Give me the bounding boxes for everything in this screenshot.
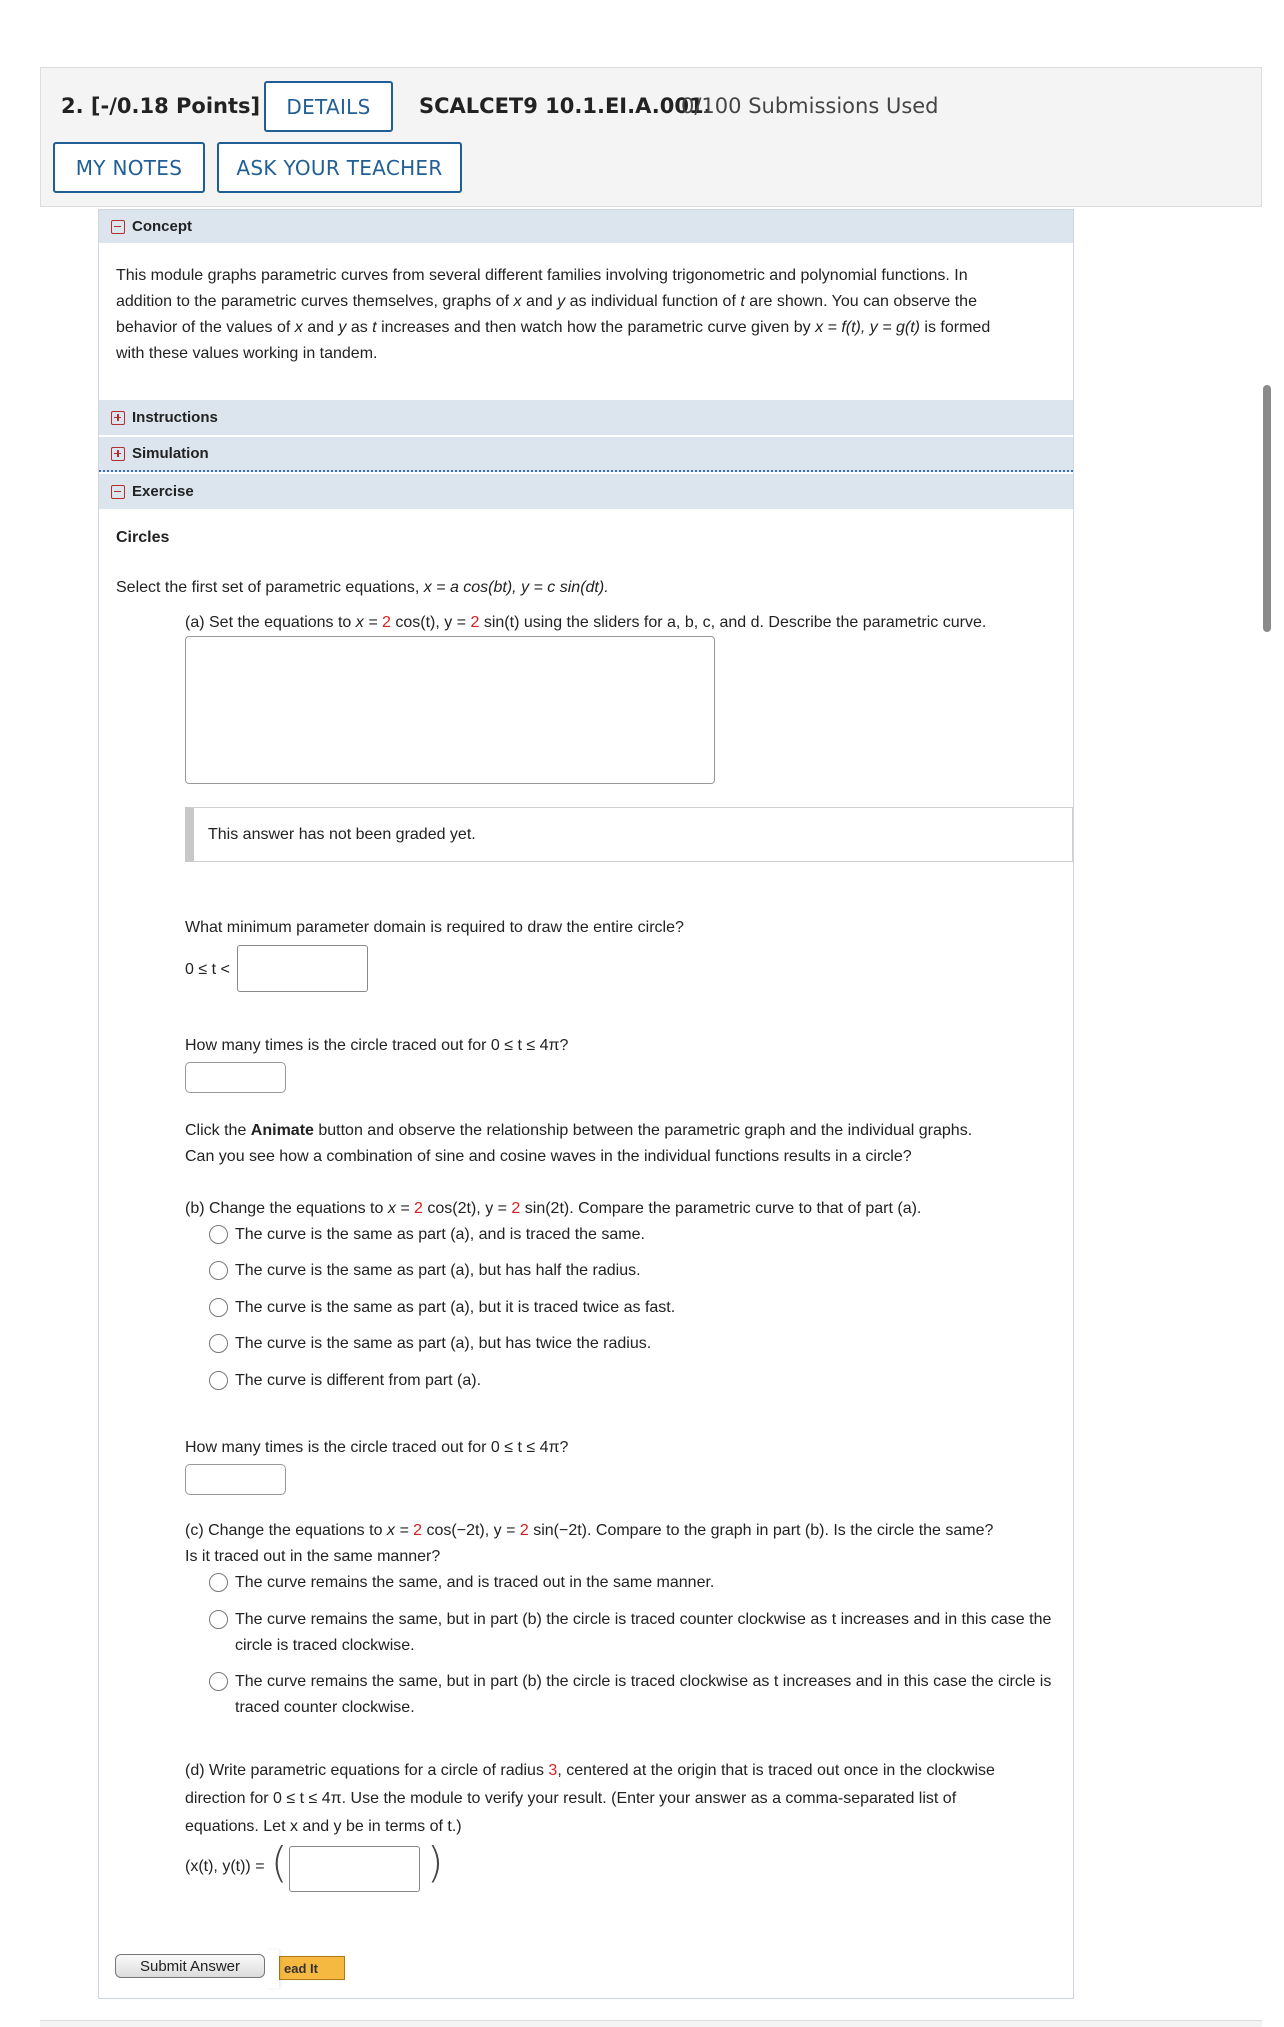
part-b-option-3[interactable]: The curve is the same as part (a), but it is traced twice as fast. — [209, 1295, 675, 1321]
section-concept[interactable] — [99, 210, 1073, 243]
radio-button[interactable] — [209, 1334, 228, 1353]
part-b-option-4[interactable]: The curve is the same as part (a), but has twice the radius. — [209, 1331, 651, 1357]
ask-teacher-button[interactable]: ASK YOUR TEACHER — [217, 142, 462, 193]
section-concept-label: Concept — [132, 218, 192, 235]
section-simulation-label: Simulation — [132, 445, 209, 462]
part-a-text: (a) Set the equations to x = 2 cos(t), y = 2 sin(t) using the sliders for a, b, c, and d. Describe the parametric curve. — [185, 614, 987, 631]
concept-text — [116, 263, 1066, 367]
part-d-answer-prefix: (x(t), y(t)) = — [185, 1858, 265, 1875]
section-exercise[interactable] — [99, 474, 1073, 509]
collapse-icon[interactable] — [111, 220, 125, 234]
radio-button[interactable] — [209, 1672, 228, 1691]
expand-icon[interactable] — [111, 411, 125, 425]
part-b-option-1[interactable]: The curve is the same as part (a), and is traced the same. — [209, 1222, 645, 1248]
concept-line-1: This module graphs parametric curves from several different families involving trigonometric and polynomial functions. In — [116, 267, 968, 284]
traced-input-2[interactable] — [185, 1464, 286, 1495]
traced-question-1: How many times is the circle traced out for 0 ≤ t ≤ 4π? — [185, 1037, 569, 1054]
next-question-edge — [40, 2020, 1262, 2027]
radio-button[interactable] — [209, 1371, 228, 1390]
question-number: 2. — [61, 94, 84, 118]
radio-button[interactable] — [209, 1610, 228, 1629]
graded-status-text: This answer has not been graded yet. — [208, 825, 476, 843]
question-header — [40, 67, 1262, 207]
question-code: SCALCET9 10.1.EI.A.001. — [419, 94, 712, 118]
part-c-option-1[interactable]: The curve remains the same, and is traced out in the same manner. — [209, 1570, 1059, 1596]
points-label: [-/0.18 Points] — [90, 94, 261, 118]
radio-button[interactable] — [209, 1261, 228, 1280]
part-c-option-2[interactable]: The curve remains the same, but in part (b) the circle is traced counter clockwise as t increases and in this case the circle is traced clockwise. — [209, 1607, 1059, 1659]
part-c-option-3[interactable]: The curve remains the same, but in part (b) the circle is traced clockwise as t increases and in this case the circle is traced counter clockwise. — [209, 1669, 1059, 1721]
section-instructions-label: Instructions — [132, 409, 218, 426]
domain-input[interactable] — [237, 945, 368, 992]
concept-line-4: with these values working in tandem. — [116, 345, 378, 362]
expand-icon[interactable] — [111, 447, 125, 461]
part-b-option-5[interactable]: The curve is different from part (a). — [209, 1368, 481, 1394]
close-paren: ) — [427, 1838, 444, 1887]
part-d-text: (d) Write parametric equations for a circle of radius 3, centered at the origin that is traced out once in the clockwise direction for 0 ≤ t ≤ 4π. Use the module to verify your result. (Enter your answer as a comma-separated list of equations. Let x and y be in terms of t.) — [185, 1762, 995, 1835]
traced-question-2: How many times is the circle traced out for 0 ≤ t ≤ 4π? — [185, 1439, 569, 1456]
submit-answer-button[interactable]: Submit Answer — [115, 1954, 265, 1978]
section-exercise-label: Exercise — [132, 483, 194, 500]
module-panel — [98, 209, 1074, 1999]
submissions-used: 0/100 Submissions Used — [681, 94, 939, 118]
select-equations-text: Select the first set of parametric equations, x = a cos(bt), y = c sin(dt). — [116, 579, 609, 596]
overlay-divider — [265, 1950, 279, 1988]
my-notes-button[interactable]: MY NOTES — [53, 142, 205, 193]
radio-button[interactable] — [209, 1573, 228, 1592]
part-c-text: (c) Change the equations to x = 2 cos(−2t), y = 2 sin(−2t). Compare to the graph in part (b). Is the circle the same? Is it traced out in the same manner? — [185, 1522, 994, 1565]
open-paren: ( — [271, 1838, 288, 1887]
animate-text: Click the Animate button and observe the relationship between the parametric graph and the individual graphs. Can you see how a combination of sine and cosine waves in the individual functions results in a circle? — [185, 1122, 973, 1165]
min-domain-question: What minimum parameter domain is required to draw the entire circle? — [185, 919, 684, 936]
details-button[interactable]: DETAILS — [264, 81, 393, 132]
scrollbar[interactable] — [1263, 385, 1271, 632]
radio-button[interactable] — [209, 1225, 228, 1244]
part-b-option-2[interactable]: The curve is the same as part (a), but has half the radius. — [209, 1258, 641, 1284]
part-a-answer-textarea[interactable] — [185, 636, 715, 784]
concept-line-3: behavior of the values of x and y as t increases and then watch how the parametric curve given by x = f(t), y = g(t) is formed — [116, 319, 991, 336]
exercise-heading: Circles — [116, 529, 170, 546]
part-d-answer-input[interactable] — [289, 1846, 420, 1892]
section-instructions[interactable] — [99, 400, 1073, 435]
concept-line-2: addition to the parametric curves themselves, graphs of x and y as individual function of t are shown. You can observe the — [116, 293, 977, 310]
read-it-button[interactable]: ead It — [279, 1956, 345, 1980]
radio-button[interactable] — [209, 1298, 228, 1317]
part-b-text: (b) Change the equations to x = 2 cos(2t), y = 2 sin(2t). Compare the parametric curve to that of part (a). — [185, 1200, 922, 1217]
collapse-icon[interactable] — [111, 485, 125, 499]
domain-prefix: 0 ≤ t < — [185, 961, 230, 978]
question-points — [61, 94, 260, 118]
graded-status — [185, 807, 1073, 862]
section-simulation[interactable] — [99, 437, 1073, 472]
traced-input-1[interactable] — [185, 1062, 286, 1093]
